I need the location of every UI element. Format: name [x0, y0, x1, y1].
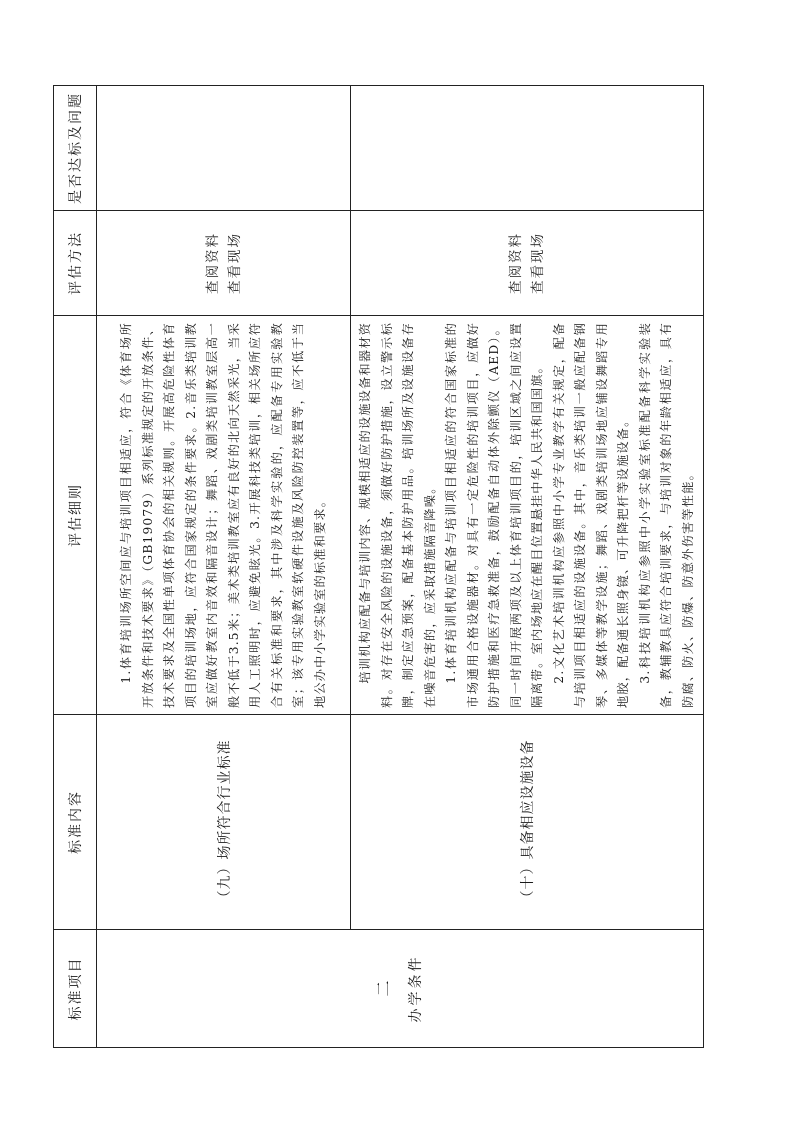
result-cell	[97, 86, 351, 211]
detail-cell	[351, 316, 704, 715]
section-number: 二	[374, 980, 393, 997]
standard-cell: （九）场所符合行业标准	[97, 715, 351, 930]
detail-paragraph: 1.体育培训场所空间应与培训项目相适应，符合《体育场所开放条件和技术要求》（GB19079）系列标准规定的开放条件、技术要求及全国性单项体育协会的相关规则。开展高危险性体育项目的培训场地，应符合国家规定的条件要求。2.音乐类培训教室应做好教室内音效和隔音设计；舞蹈、戏剧类培训教室层高一般不低于3.5米；美术类培训教室应有良好的北向天然采光，当采用人工照明时，应避免眩光。3.开展科技类培训，相关场所应符合有关标准和要求，其中涉及科学实验的，应配备专用实验教室；该专用实验教室软硬件设施及风险防控装置等，应不低于当地公办中小学实验室的标准和要求。	[119, 322, 327, 708]
table-row	[351, 86, 704, 1048]
header-row	[54, 86, 97, 1048]
evaluation-table	[53, 85, 704, 1048]
header-detail: 评估细则	[54, 316, 97, 715]
method-cell	[351, 211, 704, 316]
detail-cell	[97, 316, 351, 715]
rotated-page	[53, 86, 695, 1048]
method-line: 查阅资料	[508, 232, 524, 294]
header-item: 标准项目	[54, 930, 97, 1048]
header-method: 评估方法	[54, 211, 97, 316]
method-line: 查阅资料	[204, 232, 221, 294]
section-name: 办学条件	[408, 954, 424, 1023]
detail-paragraph: 3.科技培训机构应参照中小学实验室标准配备科学实验装备，教辅教具应符合培训要求，与培训对象的年龄相适应，具有防腐、防火、防爆、防意外伤害等性能。	[637, 322, 695, 708]
method-line: 查看现场	[530, 232, 546, 294]
detail-paragraph: 2.文化艺术培训机构应参照中小学专业教学有关规定，配备与培训项目相适应的设施设备。其中，音乐类培训一般应配备钢琴、多媒体等教学设施；舞蹈、戏剧类培训场地应铺设舞蹈专用地胶，配备通长照身镜、可升降把杆等设施设备。	[551, 322, 630, 708]
detail-paragraph: 1.体育培训机构应配备与培训项目相适应的符合国家标准的市场通用合格设施器材。对具有一定危险性的培训项目，应做好防护措施和医疗急救准备，鼓励配备自动体外除颤仪（AED）。同一时间开展两项及以上体育培训项目的，培训区域之间应设置隔离带。室内场地应在醒目位置悬挂中华人民共和国国旗。	[444, 322, 544, 708]
section-cell	[97, 930, 704, 1048]
standard-cell: （十）具备相应设施设备	[351, 715, 704, 930]
detail-paragraph: 培训机构应配备与培训内容、规模相适应的设施设备和器材资料。对存在安全风险的设施设备，须做好防护措施，设立警示标牌，制定应急预案，配备基本防护用品。培训场所及设施设备存在噪音危害的，应采取措施隔音降噪。	[358, 322, 437, 708]
result-cell	[351, 86, 704, 211]
method-cell	[97, 211, 351, 316]
header-standard: 标准内容	[54, 715, 97, 930]
table-row	[97, 86, 351, 1048]
header-result: 是否达标及问题	[54, 86, 97, 211]
method-line: 查看现场	[226, 232, 243, 294]
